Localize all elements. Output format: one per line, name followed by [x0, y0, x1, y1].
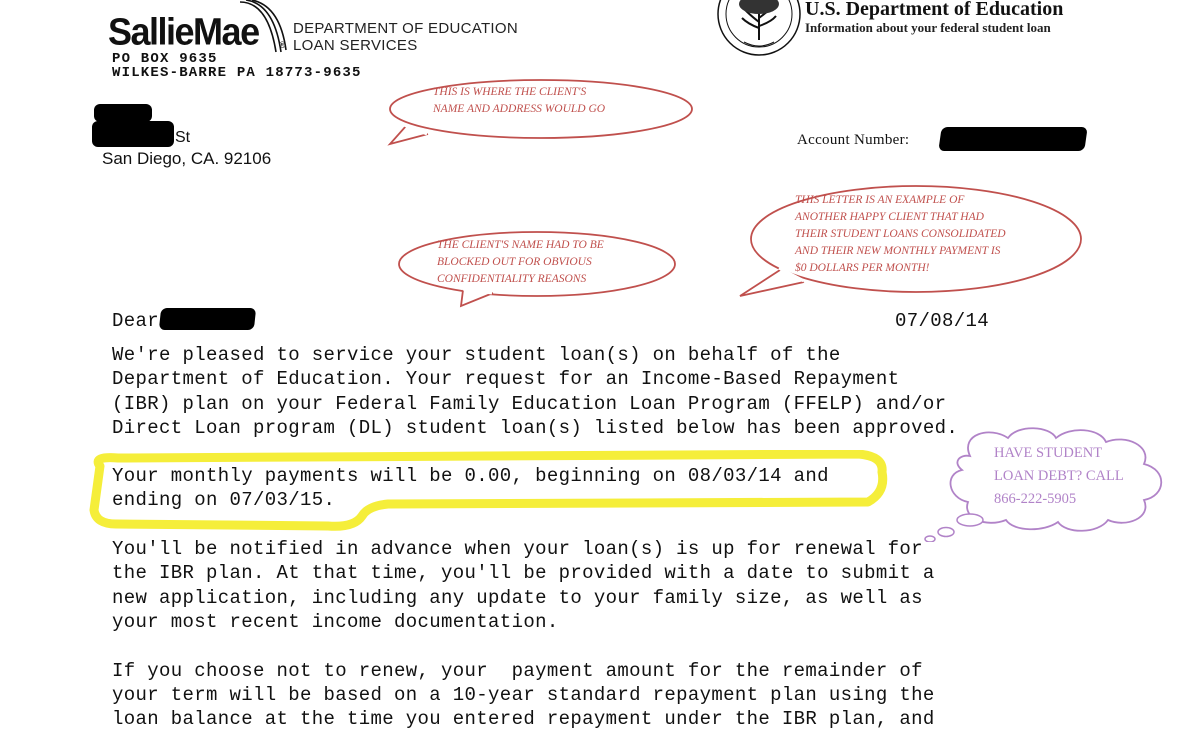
loan-services-label: LOAN SERVICES	[293, 37, 418, 54]
redaction-bar	[94, 104, 152, 122]
letter-line-payment: ending on 07/03/15.	[112, 489, 336, 511]
letter-line: We're pleased to service your student loan(s) on behalf of the	[112, 344, 841, 366]
salutation: Dear	[112, 310, 160, 332]
callout-blocked-line: BLOCKED OUT FOR OBVIOUS	[437, 256, 592, 268]
callout-name-address-line: THIS IS WHERE THE CLIENT'S	[433, 86, 587, 98]
letter-line: If you choose not to renew, your payment amount for the remainder of	[112, 660, 923, 682]
callout-phone-line: 866-222-5905	[994, 491, 1077, 507]
sender-city-line: WILKES-BARRE PA 18773-9635	[112, 65, 362, 81]
recipient-street: St	[175, 129, 191, 146]
letter-line-payment: Your monthly payments will be 0.00, beginning on 08/03/14 and	[112, 465, 829, 487]
callout-phone-line: HAVE STUDENT	[994, 445, 1103, 461]
redaction-bar	[938, 127, 1087, 151]
callout-name-address-line: NAME AND ADDRESS WOULD GO	[433, 103, 606, 115]
registered-mark: ®	[279, 40, 286, 50]
callout-example-line: $0 DOLLARS PER MONTH!	[795, 262, 930, 274]
letter-line: (IBR) plan on your Federal Family Education Loan Program (FFELP) and/or	[112, 393, 947, 415]
recipient-city: San Diego, CA. 92106	[102, 149, 272, 168]
letter-line: your term will be based on a 10-year standard repayment plan using the	[112, 684, 935, 706]
letter-line: the IBR plan. At that time, you'll be provided with a date to submit a	[112, 562, 935, 584]
redaction-bar	[92, 121, 174, 147]
account-number-label: Account Number:	[797, 132, 910, 148]
po-box: PO BOX 9635	[112, 51, 218, 67]
letter-line: new application, including any update to your family size, as well as	[112, 587, 923, 609]
dept-education-label: DEPARTMENT OF EDUCATION	[293, 20, 518, 37]
letter-line: loan balance at the time you entered repayment under the IBR plan, and	[112, 708, 935, 730]
callout-blocked-line: THE CLIENT'S NAME HAD TO BE	[437, 239, 604, 251]
redaction-bar	[159, 308, 256, 330]
callout-phone-line: LOAN DEBT? CALL	[994, 468, 1124, 484]
department-seal-icon	[716, 0, 802, 58]
letter-line: your most recent income documentation.	[112, 611, 559, 633]
letter-date: 07/08/14	[895, 310, 990, 332]
callout-example-line: THEIR STUDENT LOANS CONSOLIDATED	[795, 228, 1006, 240]
callout-blocked-line: CONFIDENTIALITY REASONS	[437, 273, 587, 285]
usdoe-title: U.S. Department of Education	[805, 0, 1064, 20]
callout-example-line: AND THEIR NEW MONTHLY PAYMENT IS	[795, 245, 1001, 257]
letter-line: Direct Loan program (DL) student loan(s) listed below has been approved.	[112, 417, 959, 439]
letter-line: Department of Education. Your request for an Income-Based Repayment	[112, 368, 900, 390]
salliemae-logo: SallieMae	[108, 9, 259, 54]
usdoe-subtitle: Information about your federal student loan	[805, 20, 1051, 35]
callout-example-line: THIS LETTER IS AN EXAMPLE OF	[795, 194, 965, 206]
callout-example-line: ANOTHER HAPPY CLIENT THAT HAD	[795, 211, 984, 223]
letter-line: You'll be notified in advance when your loan(s) is up for renewal for	[112, 538, 923, 560]
